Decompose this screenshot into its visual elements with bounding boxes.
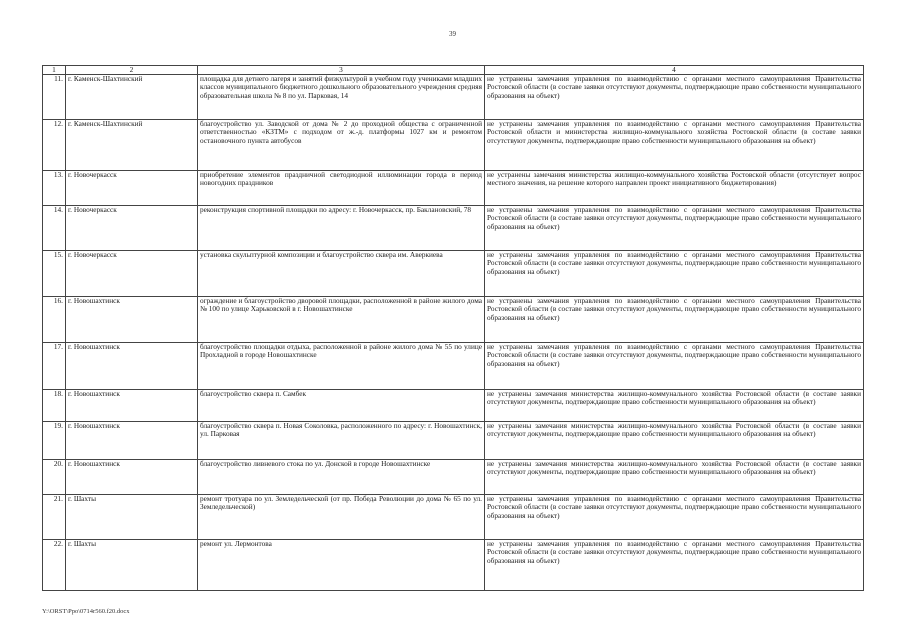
row-rejection-reason: не устранены замечания управления по взаимодействию с органами местного самоуправления Правительства Ростовской области (в составе заявки отсутствуют документы, подтверждающие право собственности муниципального образования на объект): [485, 343, 864, 390]
row-project: благоустройство ул. Заводской от дома № 2 до проходной общества с ограниченной ответственностью «КЗТМ» с подходом от ж.-д. платформы 1027 км и ремонтом остановочного пункта автобусов: [198, 120, 485, 171]
row-municipality: г. Новочеркасск: [66, 206, 198, 251]
table-row: [43, 390, 864, 422]
row-number: 22.: [43, 540, 66, 591]
row-municipality: г. Новошахтинск: [66, 297, 198, 343]
table-row: [43, 343, 864, 390]
row-municipality: г. Новочеркасск: [66, 171, 198, 206]
row-municipality: г. Новошахтинск: [66, 422, 198, 460]
table-row: [43, 495, 864, 540]
table-row: [43, 540, 864, 591]
row-project: ограждение и благоустройство дворовой площадки, расположенной в районе жилого дома № 100 по улице Харьковской в г. Новошахтинске: [198, 297, 485, 343]
table-row: [43, 120, 864, 171]
table-row: [43, 75, 864, 120]
row-municipality: г. Новошахтинск: [66, 460, 198, 495]
footer-file-path: Y:\ORST\Ppo\0714r560.f20.docx: [42, 608, 130, 615]
row-rejection-reason: не устранены замечания управления по взаимодействию с органами местного самоуправления Правительства Ростовской области (в составе заявки отсутствуют документы, подтверждающие право собственности муниципального образования на объект): [485, 251, 864, 297]
row-rejection-reason: не устранены замечания министерства жилищно-коммунального хозяйства Ростовской области (в составе заявки отсутствуют документы, подтверждающие право собственности муниципального образования на объект): [485, 422, 864, 460]
row-number: 21.: [43, 495, 66, 540]
table-row: [43, 206, 864, 251]
table-row: [43, 460, 864, 495]
table-row: [43, 251, 864, 297]
page-number: 39: [449, 30, 456, 38]
row-municipality: г. Шахты: [66, 495, 198, 540]
row-project: благоустройство площадки отдыха, расположенной в районе жилого дома № 55 по улице Прохладной в городе Новошахтинске: [198, 343, 485, 390]
row-number: 14.: [43, 206, 66, 251]
row-rejection-reason: не устранены замечания министерства жилищно-коммунального хозяйства Ростовской области (в составе заявки отсутствуют документы, подтверждающие право собственности муниципального образования на объект): [485, 390, 864, 422]
row-municipality: г. Новошахтинск: [66, 343, 198, 390]
row-rejection-reason: не устранены замечания управления по взаимодействию с органами местного самоуправления Правительства Ростовской области (в составе заявки отсутствуют документы, подтверждающие право собственности муниципального образования на объект): [485, 495, 864, 540]
row-municipality: г. Шахты: [66, 540, 198, 591]
row-municipality: г. Каменск-Шахтинский: [66, 75, 198, 120]
row-project: ремонт ул. Лермонтова: [198, 540, 485, 591]
row-project: приобретение элементов праздничной светодиодной иллюминации города в период новогодних праздников: [198, 171, 485, 206]
row-number: 13.: [43, 171, 66, 206]
row-project: благоустройство ливневого стока по ул. Донской в городе Новошахтинске: [198, 460, 485, 495]
header-col-1: 1: [43, 66, 66, 75]
row-project: установка скульптурной композиции и благоустройство сквера им. Аверкиева: [198, 251, 485, 297]
row-rejection-reason: не устранены замечания управления по взаимодействию с органами местного самоуправления Правительства Ростовской области (в составе заявки отсутствуют документы, подтверждающие право собственности муниципального образования на объект): [485, 540, 864, 591]
row-project: ремонт тротуара по ул. Земледельческой (от пр. Победа Революции до дома № 65 по ул. Земледельческой): [198, 495, 485, 540]
row-rejection-reason: не устранены замечания управления по взаимодействию с органами местного самоуправления Правительства Ростовской области (в составе заявки отсутствуют документы, подтверждающие право собственности муниципального образования на объект): [485, 206, 864, 251]
row-number: 20.: [43, 460, 66, 495]
table-body: [43, 75, 864, 591]
row-project: реконструкция спортивной площадки по адресу: г. Новочеркасск, пр. Баклановский, 78: [198, 206, 485, 251]
row-municipality: г. Новошахтинск: [66, 390, 198, 422]
header-col-3: 3: [198, 66, 485, 75]
row-number: 19.: [43, 422, 66, 460]
table-row: [43, 297, 864, 343]
row-project: площадка для детнего лагеря и занятий физкультурой в учебном году учениками младших классов муниципального бюджетного дошкольного образовательного учреждения средняя образовательная школа № 8 по ул. Парковая, 14: [198, 75, 485, 120]
row-rejection-reason: не устранены замечания министерства жилищно-коммунального хозяйства Ростовской области (отсутствует вопрос местного значения, на решение которого направлен проект инициативного бюджетирования): [485, 171, 864, 206]
row-rejection-reason: не устранены замечания управления по взаимодействию с органами местного самоуправления Правительства Ростовской области и министерства жилищно-коммунального хозяйства Ростовской области (в составе заявки отсутствуют документы, подтверждающие право собственности муниципального образования на объект): [485, 120, 864, 171]
row-number: 12.: [43, 120, 66, 171]
row-rejection-reason: не устранены замечания управления по взаимодействию с органами местного самоуправления Правительства Ростовской области (в составе заявки отсутствуют документы, подтверждающие право собственности муниципального образования на объект): [485, 297, 864, 343]
document-table: [42, 65, 864, 591]
row-number: 17.: [43, 343, 66, 390]
header-col-4: 4: [485, 66, 864, 75]
table-header-row: [43, 66, 864, 75]
row-project: благоустройство сквера п. Самбек: [198, 390, 485, 422]
header-col-2: 2: [66, 66, 198, 75]
row-number: 16.: [43, 297, 66, 343]
table-row: [43, 171, 864, 206]
row-project: благоустройство сквера п. Новая Соколовка, расположенного по адресу: г. Новошахтинск, ул. Парковая: [198, 422, 485, 460]
row-municipality: г. Новочеркасск: [66, 251, 198, 297]
table-row: [43, 422, 864, 460]
row-number: 18.: [43, 390, 66, 422]
row-number: 11.: [43, 75, 66, 120]
row-number: 15.: [43, 251, 66, 297]
row-municipality: г. Каменск-Шахтинский: [66, 120, 198, 171]
row-rejection-reason: не устранены замечания министерства жилищно-коммунального хозяйства Ростовской области (в составе заявки отсутствуют документы, подтверждающие право собственности муниципального образования на объект): [485, 460, 864, 495]
row-rejection-reason: не устранены замечания управления по взаимодействию с органами местного самоуправления Правительства Ростовской области (в составе заявки отсутствуют документы, подтверждающие право собственности муниципального образования на объект): [485, 75, 864, 120]
